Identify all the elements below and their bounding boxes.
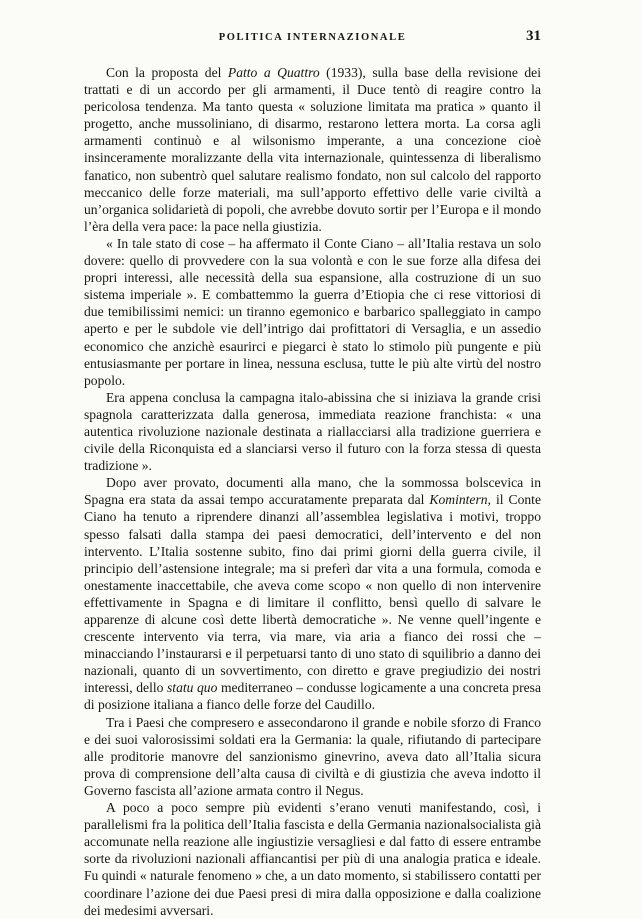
body-text bbox=[84, 64, 541, 919]
paragraph-6: A poco a poco sempre più evidenti s’erano venuti manifestando, così, i parallelismi fra la politica dell’Italia fascista e della Germania nazionalsocialista già accomunate nella reazione alle ingiustizie versagliesi e dal fatto di essere entrambe sorte da rivoluzioni nazionali affiancantisi per più di una analogia pratica e ideale. Fu quindi « naturale fenomeno » che, a un dato momento, si stabilissero contatti per coordinare l’azione dei due Paesi presi di mira dalla opposizione e dalla coalizione dei medesimi avversari. bbox=[84, 800, 541, 918]
paragraph-4: Dopo aver provato, documenti alla mano, che la sommossa bolscevica in Spagna era stata da assai tempo accuratamente preparata dal Komintern, il Conte Ciano ha tenuto a riprendere dinanzi all’assemblea legislativa i motivi, troppo spesso falsati dalla stampa dei paesi democratici, dell’intervento e del non intervento. L’Italia sostenne subito, fino dai primi giorni della guerra civile, il principio dell’astensione integrale; ma si preferì dar vita a una formula, comoda e onestamente inaccettabile, che aveva come scopo « non quello di non intervenire effettivamente in Spagna e di limitare il conflitto, bensì quello di salvare le apparenze di alcune così dette libertà democratiche ». Ne venne quell’ingente e crescente intervento via terra, via mare, via aria a fianco dei rossi che – minacciando l’instaurarsi e il perpetuarsi tanto di uno stato di squilibrio a danno dei nazionali, quanto di un sovvertimento, con diretto e grave pregiudizio dei nostri interessi, dello statu quo mediterraneo – condusse logicamente a una concreta presa di posizione italiana a fianco delle forze del Caudillo. bbox=[84, 475, 541, 713]
latin-term: statu quo bbox=[167, 680, 218, 696]
paragraph-3: Era appena conclusa la campagna italo-abissina che si iniziava la grande crisi spagnola caratterizzata dalla generosa, immediata reazione franchista: « una autentica rivoluzione nazionale destinata a riallacciarsi alla tradizione guerriera e civile della Riconquista ed a slanciarsi verso il futuro con la forza stessa di questa tradizione ». bbox=[84, 389, 541, 474]
page-number: 31 bbox=[526, 28, 541, 44]
organization-name: Komintern bbox=[429, 492, 488, 508]
paragraph-5: Tra i Paesi che compresero e assecondarono il grande e nobile sforzo di Franco e dei suoi valorosissimi soldati era la Germania: la quale, rifiutando di partecipare alle proditorie manovre del sanzionismo ginevrino, aveva dato all’Italia sicura prova di comprensione dell’alta causa di civiltà e di giustizia che aveva indotto il Governo fascista all’azione armata contro il Negus. bbox=[84, 714, 541, 798]
paragraph-1: Con la proposta del Patto a Quattro (1933), sulla base della revisione dei trattati e di un accordo per gli armamenti, il Duce tentò di reagire contro la pericolosa tendenza. Ma tanto questa « soluzione limitata ma pratica » quanto il progetto, anche mussoliniano, di disarmo, restarono lettera morta. La corsa agli armamenti continuò e al wilsonismo imperante, a una concezione cioè insinceramente moralizzante della vita internazionale, quintessenza di liberalismo fanatico, non subentrò quel salutare realismo fondato, non sul calcolo del rapporto meccanico delle forze materiali, ma sull’apporto effettivo delle varie civiltà a un’organica solidarietà di popoli, che avrebbe dovuto sortir per l’Europa e il mondo l’èra della vera pace: la pace nella giustizia. bbox=[84, 65, 541, 234]
page-header bbox=[84, 28, 541, 50]
book-page bbox=[84, 28, 541, 919]
running-title: POLITICA INTERNAZIONALE bbox=[218, 32, 407, 43]
treaty-name: Patto a Quattro bbox=[227, 65, 320, 80]
paragraph-2: « In tale stato di cose – ha affermato il Conte Ciano – all’Italia restava un solo dovere: quello di provvedere con la sua volontà e con le sue forze alla difesa dei propri interessi, alle necessità della sua espansione, alla costruzione di un suo sistema imperiale ». E combattemmo la guerra d’Etiopia che ci rese vittoriosi di due temibilissimi nemici: un tiranno egemonico e barbarico spalleggiato in campo aperto e per le subdole vie dell’intrigo dai profittatori di Versaglia, e un assedio economico che anzichè esaurirci e piegarci è stato lo stimolo più pungente e più entusiasmante per portare in linea, nessuna esclusa, tutte le più alte virtù del nostro popolo. bbox=[84, 235, 541, 388]
